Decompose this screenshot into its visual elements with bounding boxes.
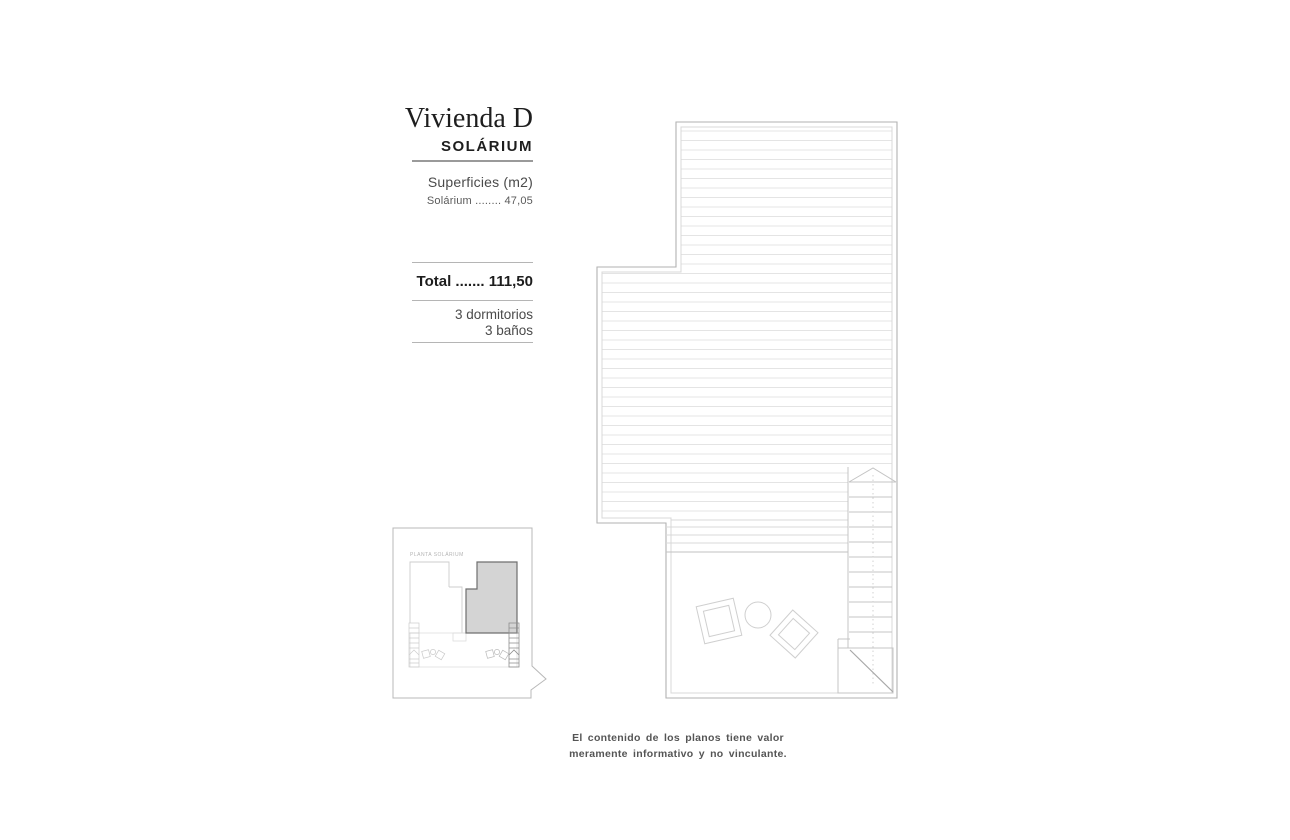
surface-label: Solárium xyxy=(426,195,472,207)
surface-leader-dots: ........ xyxy=(471,195,505,207)
stairs-treads xyxy=(849,497,892,632)
stairs-landing xyxy=(838,648,893,693)
total-value: 111,50 xyxy=(488,273,533,290)
surface-value: 47,05 xyxy=(504,195,533,207)
staircase xyxy=(838,467,896,693)
disclaimer-line-2: meramente informativo y no vinculante. xyxy=(569,747,787,760)
floor-plan-drawing xyxy=(590,115,905,705)
title-underline-rule xyxy=(412,160,533,162)
surfaces-heading: Superficies (m2) xyxy=(427,174,533,190)
divider-above-total xyxy=(412,262,533,263)
stairs-landing-diagonal xyxy=(850,650,893,692)
floor-plan xyxy=(590,115,905,705)
furniture-armchair-left xyxy=(696,598,742,644)
disclaimer xyxy=(518,731,838,762)
total-row xyxy=(363,272,533,291)
key-plan-thumbnail xyxy=(390,524,550,702)
deck-steps xyxy=(666,520,848,543)
feature-bathrooms: 3 baños xyxy=(484,322,533,338)
furniture-table-circle xyxy=(745,602,771,628)
disclaimer-line-1: El contenido de los planos tiene valor xyxy=(572,732,784,744)
surface-row-solarium xyxy=(363,195,533,207)
feature-bedrooms: 3 dormitorios xyxy=(454,307,533,322)
furniture-armchair-right xyxy=(770,610,818,658)
total-leader-dots: ....... xyxy=(451,273,489,290)
key-plan-label: PLANTA SOLÁRIUM xyxy=(410,552,464,558)
divider-below-total xyxy=(412,300,533,301)
info-panel xyxy=(363,105,533,343)
plan-outer-wall xyxy=(597,122,897,698)
features-list xyxy=(363,307,533,338)
total-label: Total xyxy=(416,273,452,290)
divider-below-features xyxy=(412,342,533,343)
unit-subtitle: SOLÁRIUM xyxy=(441,138,533,155)
unit-title: Vivienda D xyxy=(404,103,533,134)
